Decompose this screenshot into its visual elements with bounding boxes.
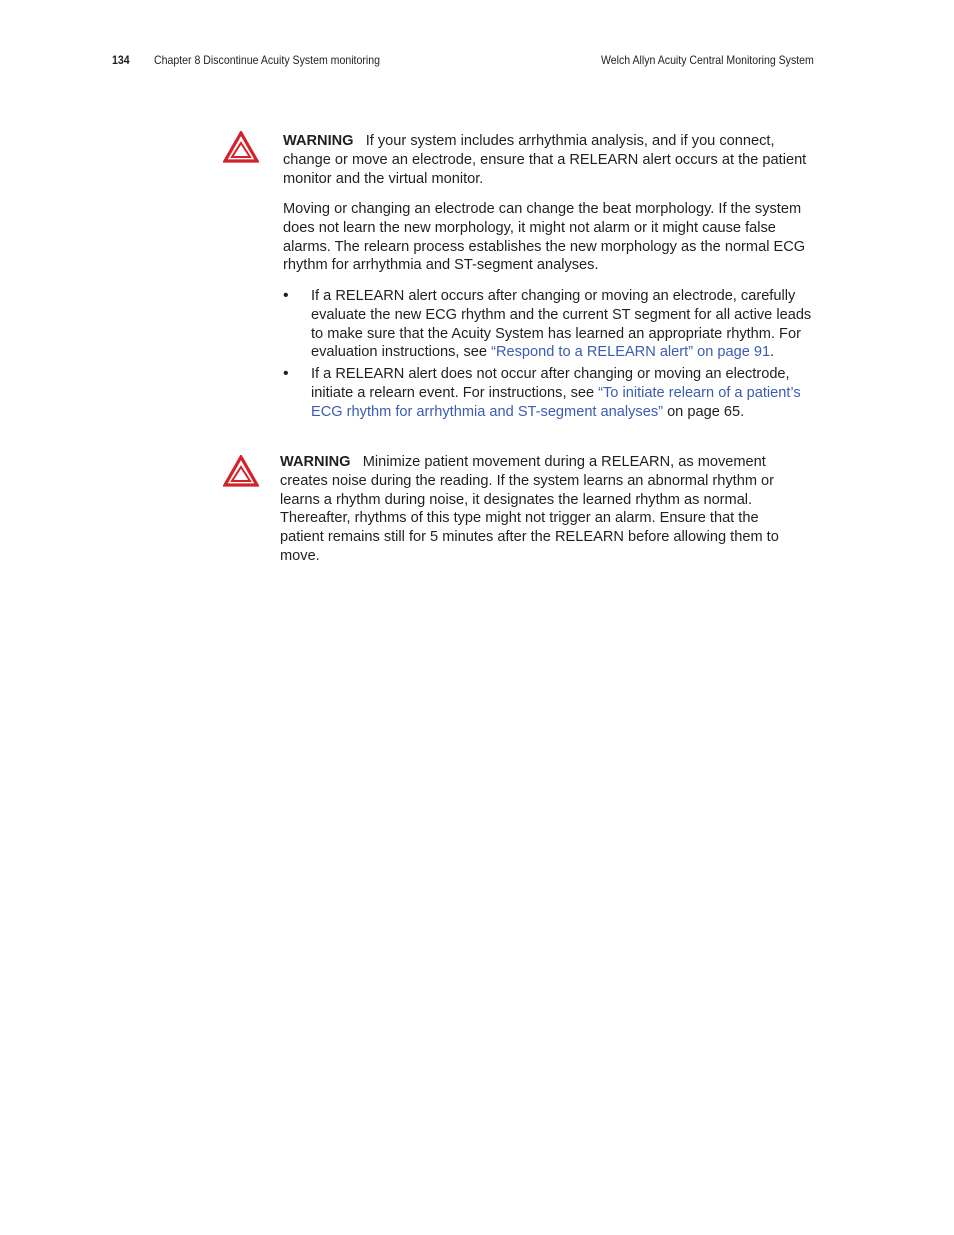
cross-reference-link[interactable]: “To initiate relearn of a patient’s xyxy=(598,384,801,401)
cross-reference-link[interactable]: “Respond to a RELEARN alert” on page 91 xyxy=(491,344,771,361)
text-line xyxy=(280,453,779,472)
text-line xyxy=(311,287,811,306)
text-line xyxy=(283,238,805,257)
cross-reference-link[interactable]: ECG rhythm for arrhythmia and ST-segment analyses” xyxy=(311,403,664,420)
text-line xyxy=(311,343,811,362)
text-line xyxy=(311,325,811,344)
warning-label: WARNING xyxy=(280,454,351,470)
text-line xyxy=(280,491,779,510)
text-span: Thereafter, rhythms of this type might not trigger an alarm. Ensure that the xyxy=(280,510,759,527)
text-line xyxy=(280,472,779,491)
text-span: change or move an electrode, ensure that a RELEARN alert occurs at the patient xyxy=(283,151,807,168)
text-span: . xyxy=(770,344,775,361)
text-span: on page 65. xyxy=(663,403,745,420)
bullet-marker: • xyxy=(283,365,289,382)
text-span: evaluate the new ECG rhythm and the current ST segment for all active leads xyxy=(311,306,812,323)
warning-1-text xyxy=(283,132,806,188)
text-span: Moving or changing an electrode can change the beat morphology. If the system xyxy=(283,201,802,217)
text-span: Minimize patient movement during a RELEARN, as movement xyxy=(350,454,766,470)
text-span: learns a rhythm during noise, it designates the learned rhythm as normal. xyxy=(280,491,753,508)
text-line xyxy=(283,132,806,151)
text-span: initiate a relearn event. For instructions, see xyxy=(311,384,599,401)
text-line xyxy=(311,403,801,422)
text-span: If a RELEARN alert does not occur after changing or moving an electrode, xyxy=(311,366,790,382)
text-line xyxy=(283,151,806,170)
text-span: If your system includes arrhythmia analysis, and if you connect, xyxy=(353,133,775,149)
warning-2-text xyxy=(280,453,779,566)
text-span: monitor and the virtual monitor. xyxy=(283,170,484,187)
text-line xyxy=(283,219,805,238)
text-line xyxy=(280,509,779,528)
text-span: If a RELEARN alert occurs after changing or moving an electrode, carefully xyxy=(311,288,796,304)
text-span: to make sure that the Acuity System has learned an appropriate rhythm. For xyxy=(311,325,801,342)
bullet-item-relearn-not-occur xyxy=(311,365,801,421)
text-line xyxy=(283,200,805,219)
warning-label: WARNING xyxy=(283,133,354,149)
book-title: Welch Allyn Acuity Central Monitoring System xyxy=(601,53,814,67)
text-span: patient remains still for 5 minutes after the RELEARN before allowing them to xyxy=(280,529,779,546)
text-line xyxy=(283,170,806,189)
text-line xyxy=(283,256,805,275)
text-line xyxy=(311,384,801,403)
text-span: evaluation instructions, see xyxy=(311,344,492,361)
bullet-marker: • xyxy=(283,287,289,304)
warning-triangle-icon xyxy=(223,455,259,487)
text-span: does not learn the new morphology, it might not alarm or it might cause false xyxy=(283,219,776,236)
text-span: rhythm for arrhythmia and ST-segment analyses. xyxy=(283,257,599,274)
text-line xyxy=(311,365,801,384)
chapter-title: Chapter 8 Discontinue Acuity System monitoring xyxy=(154,53,380,67)
text-line xyxy=(311,306,811,325)
text-line xyxy=(280,547,779,566)
text-span: alarms. The relearn process establishes the new morphology as the normal ECG xyxy=(283,238,806,255)
warning-1-explanation xyxy=(283,200,805,275)
warning-triangle-icon xyxy=(223,131,259,163)
text-span: move. xyxy=(280,547,320,564)
text-line xyxy=(280,528,779,547)
page-number: 134 xyxy=(112,53,130,67)
text-span: creates noise during the reading. If the system learns an abnormal rhythm or xyxy=(280,472,775,489)
bullet-item-relearn-occurs xyxy=(311,287,811,362)
